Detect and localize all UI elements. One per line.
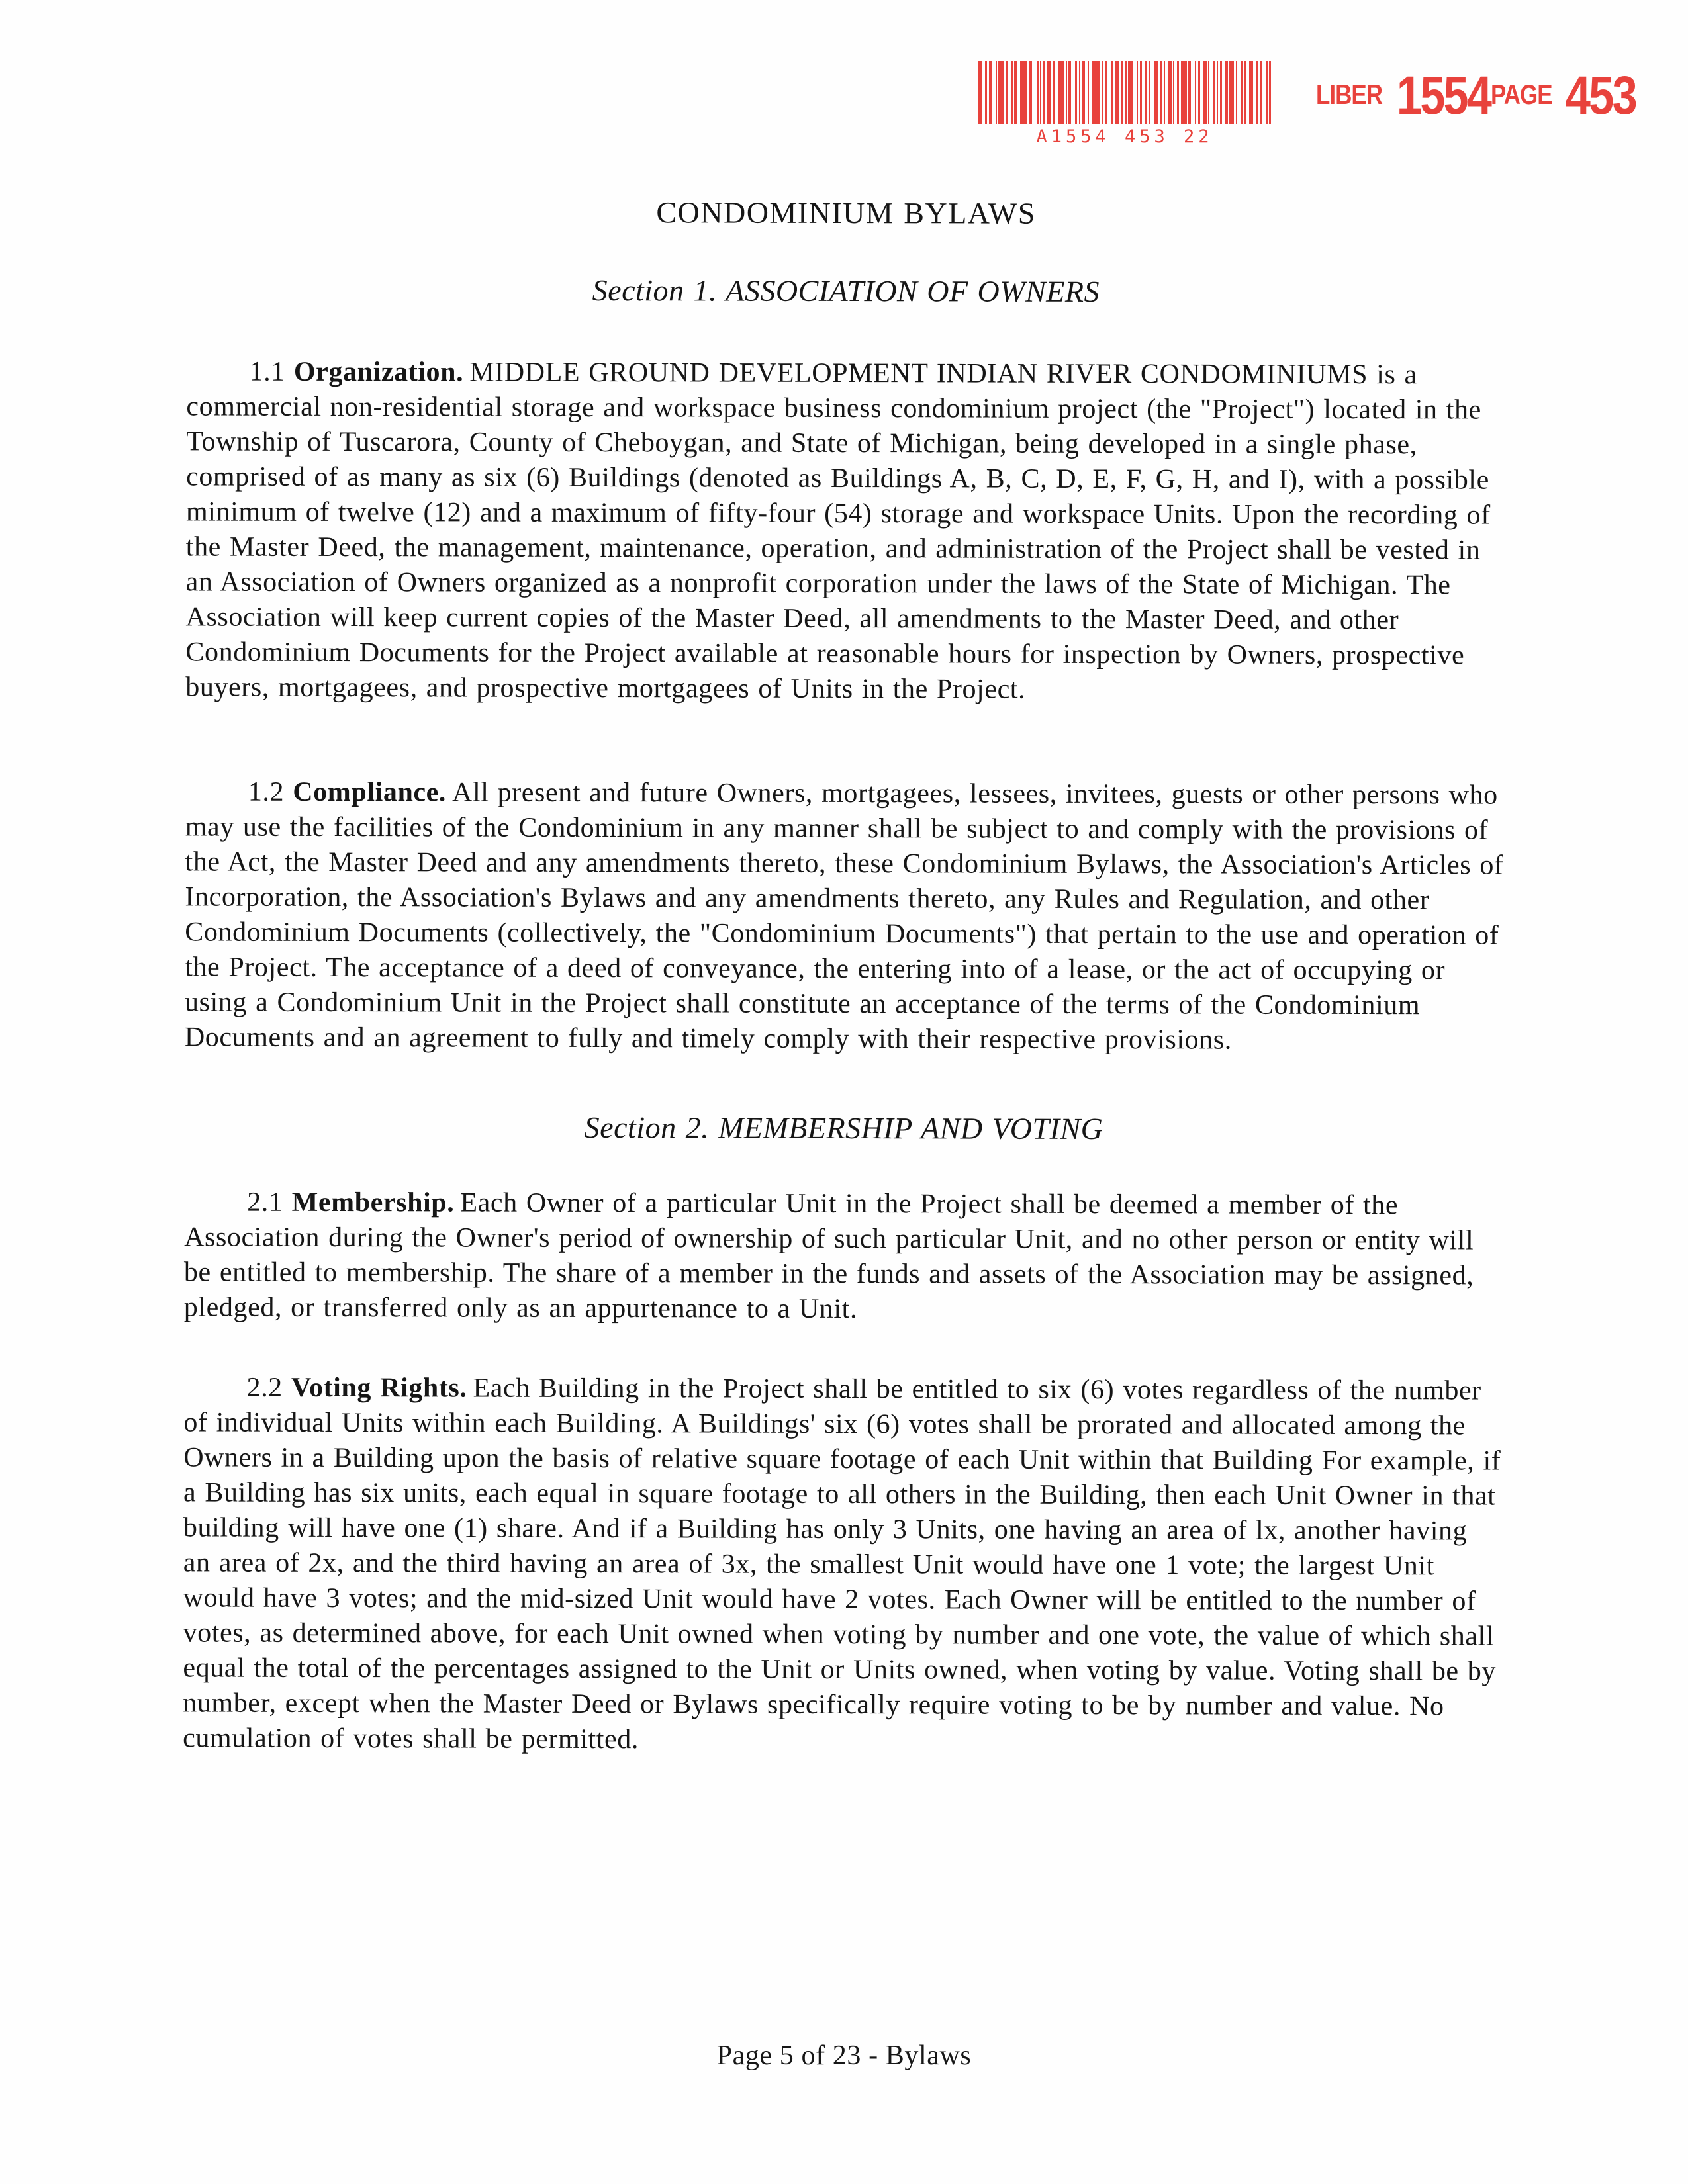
page-label: PAGE bbox=[1491, 79, 1552, 111]
paragraph-2-1-number: 2.1 bbox=[247, 1187, 283, 1218]
page-number: 453 bbox=[1565, 65, 1636, 126]
paragraph-1-1-lead: Organization. bbox=[293, 356, 464, 388]
barcode-label: A1554 453 22 bbox=[1036, 126, 1213, 147]
paragraph-1-1-number: 1.1 bbox=[249, 356, 285, 387]
paragraph-2-2-number: 2.2 bbox=[246, 1372, 283, 1403]
liber-number: 1554 bbox=[1396, 65, 1491, 126]
paragraph-1-2 bbox=[185, 774, 1504, 1058]
paragraph-1-1 bbox=[185, 354, 1505, 708]
paragraph-2-1-lead: Membership. bbox=[291, 1187, 455, 1218]
page-stamp bbox=[1491, 65, 1639, 126]
paragraph-2-1-text: Each Owner of a particular Unit in the Project shall be deemed a member of the Association during the Owner's period of ownership of such particular Unit, and no other person or entity will be entitled to membership. The share of a member in the funds and assets of the Association may be assigned, pledged, or transferred only as an appurtenance to a Unit. bbox=[183, 1187, 1474, 1325]
paragraph-2-2-text: Each Building in the Project shall be entitled to six (6) votes regardless of the number of individual Units within each Building. A Buildings' six (6) votes shall be prorated and allocated among the Owners in a Building upon the basis of relative square footage of each Unit within that Building For example, if a Building has six units, each equal in square footage to all others in the Building, then each Unit Owner in that building will have one (1) share. And if a Building has only 3 Units, one having an area of lx, another having an area of 2x, and the third having an area of 3x, the smallest Unit would have one 1 vote; the largest Unit would have 3 votes; and the mid-sized Unit would have 2 votes. Each Owner will be entitled to the number of votes, as determined above, for each Unit owned when voting by number and one vote, the value of which shall equal the total of the percentages assigned to the Unit or Units owned, when voting by value. Voting shall be by number, except when the Master Deed or Bylaws specifically require voting to be by number and value. No cumulation of votes shall be permitted. bbox=[183, 1373, 1501, 1755]
paragraph-1-1-text: MIDDLE GROUND DEVELOPMENT INDIAN RIVER CONDOMINIUMS is a commercial non-residential storage and workspace business condominium project (the "Project") located in the Township of Tuscarora, County of Cheboygan, and State of Michigan, being developed in a single phase, comprised of as many as six (6) Buildings (denoted as Buildings A, B, C, D, E, F, G, H, and I), with a possible minimum of twelve (12) and a maximum of fifty-four (54) storage and workspace Units. Upon the recording of the Master Deed, the management, maintenance, operation, and administration of the Project shall be vested in an Association of Owners organized as a nonprofit corporation under the laws of the State of Michigan. The Association will keep current copies of the Master Deed, all amendments to the Master Deed, and other Condominium Documents for the Project available at reasonable hours for inspection by Owners, prospective buyers, mortgagees, and prospective mortgagees of Units in the Project. bbox=[185, 357, 1491, 705]
document-body bbox=[183, 0, 1506, 1760]
paragraph-1-2-lead: Compliance. bbox=[293, 776, 447, 808]
section-2-heading: Section 2. MEMBERSHIP AND VOTING bbox=[584, 1110, 1103, 1146]
paragraph-2-2-lead: Voting Rights. bbox=[291, 1372, 467, 1404]
paragraph-2-2 bbox=[183, 1370, 1503, 1759]
paragraph-1-2-text: All present and future Owners, mortgagees, lessees, invitees, guests or other persons who may use the facilities of the Condominium in any manner shall be subject to and comply with the provisions of the Act, the Master Deed and any amendments thereto, these Condominium Bylaws, the Association's Articles of Incorporation, the Association's Bylaws and any amendments thereto, any Rules and Regulation, and other Condominium Documents (collectively, the "Condominium Documents") that pertain to the use and operation of the Project. The acceptance of a deed of conveyance, the entering into of a lease, or the act of occupying or using a Condominium Unit in the Project shall constitute an acceptance of the terms of the Condominium Documents and an agreement to fully and timely comply with their respective provisions. bbox=[184, 777, 1504, 1056]
document-title: CONDOMINIUM BYLAWS bbox=[656, 195, 1036, 230]
paragraph-2-1 bbox=[184, 1185, 1503, 1328]
paragraph-1-2-number: 1.2 bbox=[248, 776, 285, 807]
liber-label: LIBER bbox=[1316, 79, 1382, 111]
page-footer: Page 5 of 23 - Bylaws bbox=[716, 2040, 972, 2071]
section-1-heading: Section 1. ASSOCIATION OF OWNERS bbox=[592, 273, 1100, 309]
